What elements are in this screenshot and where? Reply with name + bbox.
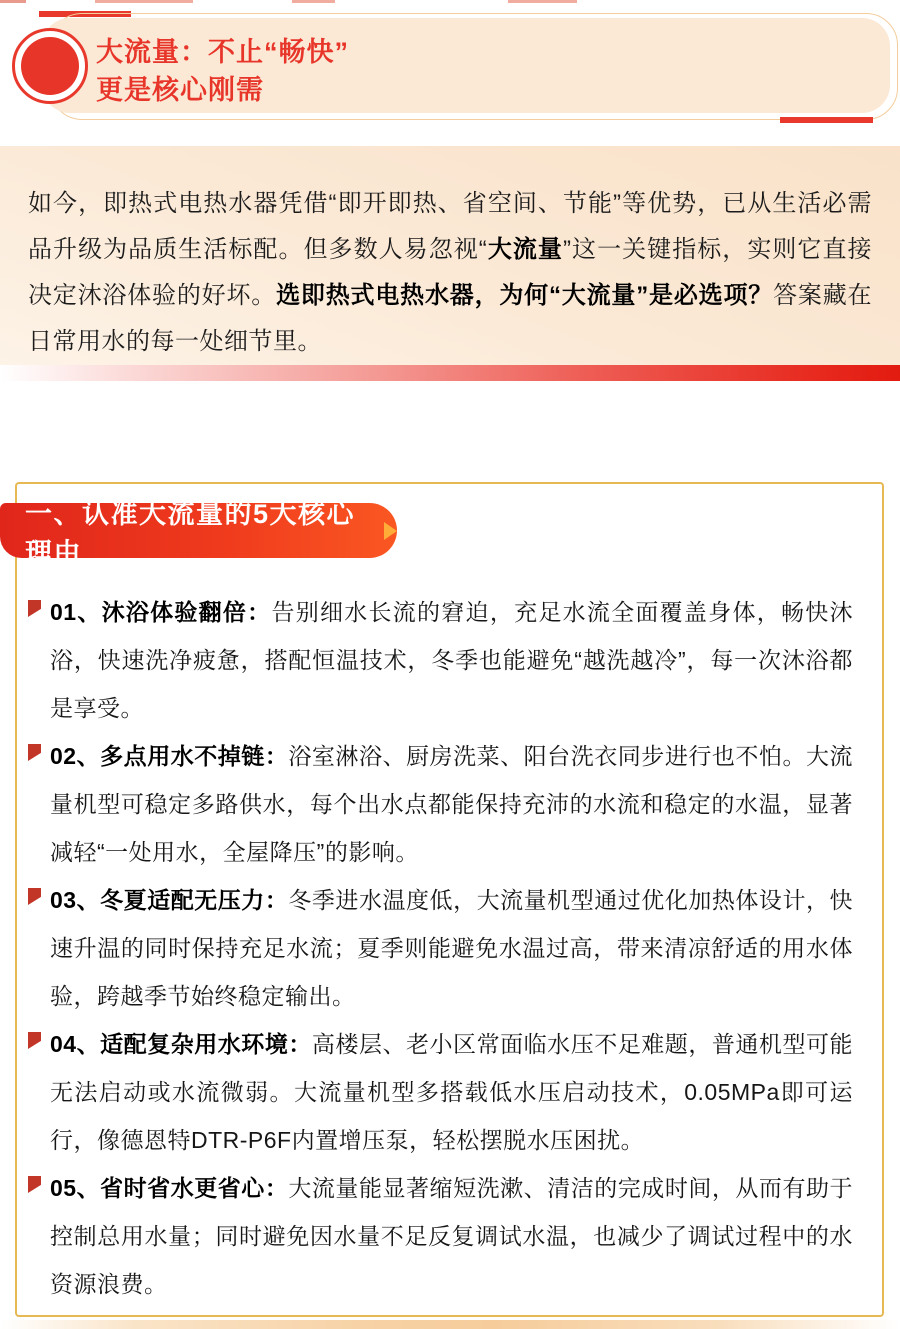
bottom-gradient-band xyxy=(0,1320,900,1329)
reasons-card xyxy=(15,482,884,1317)
intro-bold-keyword: 大流量 xyxy=(487,236,563,263)
reason-body: 高楼层、老小区常面临水压不足难题，普通机型可能无法启动或水流微弱。大流量机型多搭载低水压启动技术，0.05MPa即可运行，像德恩特DTR-P6F内置增压泵，轻松摆脱水压困扰。 xyxy=(50,1031,853,1153)
quote-bullet-icon xyxy=(28,1032,41,1049)
section-banner xyxy=(0,498,397,568)
arrow-right-icon xyxy=(384,522,397,540)
reason-number: 01、 xyxy=(50,599,102,625)
reason-number: 03、 xyxy=(50,887,101,913)
quote-bullet-icon xyxy=(28,1176,41,1193)
red-dot-icon xyxy=(12,28,88,104)
reasons-list xyxy=(17,484,882,1308)
reason-heading: 冬夏适配无压力： xyxy=(100,887,289,913)
reason-number: 02、 xyxy=(50,743,101,769)
header-accent-bar-bottom-right xyxy=(780,117,873,123)
reason-body: 浴室淋浴、厨房洗菜、阳台洗衣同步进行也不怕。大流量机型可稳定多路供水，每个出水点都能保持充沛的水流和稳定的水温，显著减轻“一处用水，全屋降压”的影响。 xyxy=(50,743,854,865)
reason-body: 大流量能显著缩短洗漱、清洁的完成时间，从而有助于控制总用水量；同时避免因水量不足反复调试水温，也减少了调试过程中的水资源浪费。 xyxy=(50,1175,854,1297)
intro-paragraph xyxy=(28,181,872,365)
page-title xyxy=(96,33,349,109)
intro-text: 答案藏在日常用水的每一处细节里。 xyxy=(28,282,873,355)
quote-bullet-icon xyxy=(28,600,41,617)
intro-bold-question: 选即热式电热水器，为何“大流量”是必选项？ xyxy=(276,282,774,309)
reason-item-5 xyxy=(50,1164,853,1308)
intro-section xyxy=(0,146,900,365)
section-banner-title: 一、认准大流量的5大核心理由 xyxy=(25,498,356,568)
page-title-line1: 大流量：不止“畅快” xyxy=(96,37,349,67)
reason-heading: 沐浴体验翻倍： xyxy=(101,599,272,625)
top-dash-decoration xyxy=(508,0,577,3)
quote-bullet-icon xyxy=(28,744,41,761)
top-dash-decoration xyxy=(95,0,193,3)
reason-item-1 xyxy=(50,588,853,732)
reason-number: 04、 xyxy=(50,1031,101,1057)
top-dash-decoration xyxy=(0,0,26,3)
reason-heading: 多点用水不掉链： xyxy=(100,743,289,769)
red-gradient-divider xyxy=(0,365,900,381)
intro-text: ”这一关键指标，实则它直接决定沐浴体验的好坏。 xyxy=(28,236,873,309)
reason-item-4 xyxy=(50,1020,853,1164)
reason-body: 告别细水长流的窘迫，充足水流全面覆盖身体，畅快沐浴，快速洗净疲惫，搭配恒温技术，冬季也能避免“越洗越冷”，每一次沐浴都是享受。 xyxy=(50,599,853,721)
page-title-line2: 更是核心刚需 xyxy=(96,75,264,105)
reason-body: 冬季进水温度低，大流量机型通过优化加热体设计，快速升温的同时保持充足水流；夏季则能避免水温过高，带来清凉舒适的用水体验，跨越季节始终稳定输出。 xyxy=(50,887,854,1009)
red-dot-inner xyxy=(21,37,79,95)
quote-bullet-icon xyxy=(28,888,41,905)
reason-heading: 省时省水更省心： xyxy=(100,1175,289,1201)
reason-item-3 xyxy=(50,876,853,1020)
reason-number: 05、 xyxy=(50,1175,101,1201)
top-dash-decoration xyxy=(292,0,335,3)
reason-item-2 xyxy=(50,732,853,876)
intro-text: 如今，即热式电热水器凭借“即开即热、省空间、节能”等优势，已从生活必需品升级为品质生活标配。但多数人易忽视“ xyxy=(28,190,872,263)
reason-heading: 适配复杂用水环境： xyxy=(100,1031,312,1057)
